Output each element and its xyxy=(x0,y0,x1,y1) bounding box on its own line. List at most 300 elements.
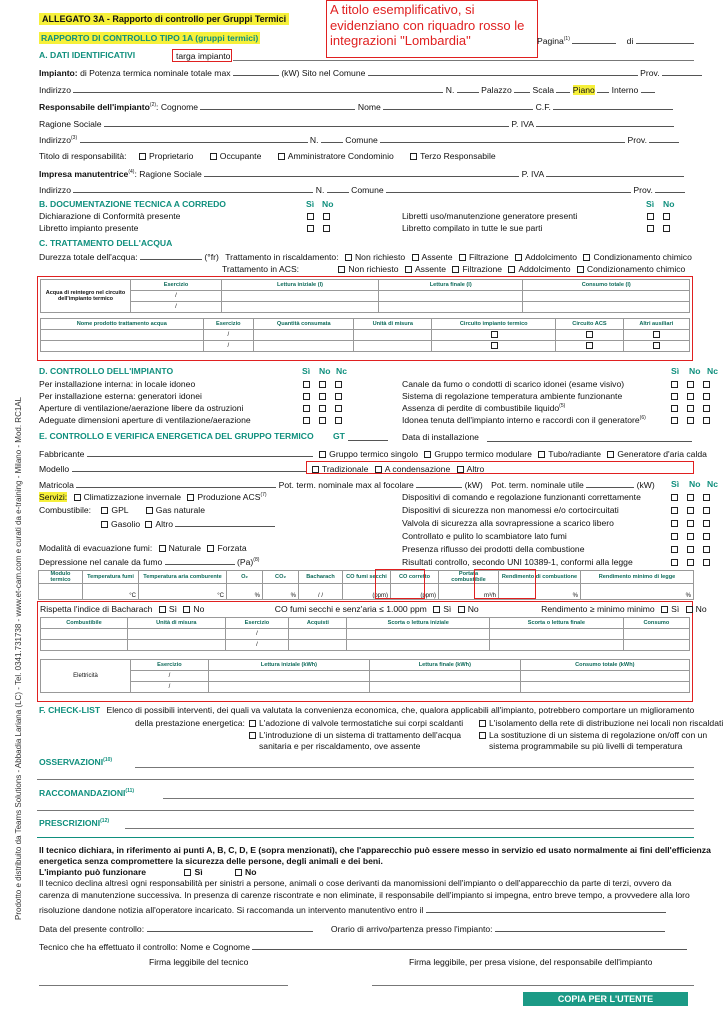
prodotti-head-unita: Unità di misura xyxy=(354,319,432,330)
comb-cell[interactable]: m³/h xyxy=(439,584,499,600)
produzione-acs-checkbox[interactable] xyxy=(187,494,194,501)
d-esterna-nc-checkbox[interactable] xyxy=(335,393,342,400)
decl-5-row xyxy=(39,904,694,915)
reintegro-head-esercizio: Esercizio xyxy=(131,280,222,291)
libretto-compilato-no-checkbox[interactable] xyxy=(663,225,670,232)
pagine-totali-field[interactable] xyxy=(636,35,694,44)
d-locale-no-checkbox[interactable] xyxy=(319,381,326,388)
reintegro-cell[interactable] xyxy=(378,302,523,313)
intervento-entro-field[interactable] xyxy=(426,904,666,913)
reintegro-table xyxy=(40,279,690,313)
prodotti-cell[interactable] xyxy=(432,330,556,341)
dichiarazione-si-checkbox[interactable] xyxy=(307,213,314,220)
reintegro-cell[interactable] xyxy=(222,291,379,302)
osservazioni-line-1[interactable] xyxy=(135,767,694,768)
evacuazione-label: Modalità di evacuazione fumi: xyxy=(39,543,153,553)
gpl-checkbox[interactable] xyxy=(101,507,108,514)
sec-b-no-2: No xyxy=(663,199,675,209)
cons-cell[interactable] xyxy=(347,640,489,651)
reintegro-cell[interactable] xyxy=(523,302,690,313)
el-cell[interactable]: / xyxy=(131,671,209,682)
libretti-uso-si-checkbox[interactable] xyxy=(647,213,654,220)
raccomandazioni-text: RACCOMANDAZIONI xyxy=(39,788,126,798)
checklist-row xyxy=(39,705,694,715)
sec-d-title-text: D. CONTROLLO DELL'IMPIANTO xyxy=(39,366,174,376)
nome-field[interactable] xyxy=(383,101,533,110)
comb-cell[interactable]: °C xyxy=(139,584,227,600)
d-dimensioni-si-checkbox[interactable] xyxy=(303,417,310,424)
e-valvola-no-checkbox[interactable] xyxy=(687,520,694,527)
prodotti-cell[interactable] xyxy=(254,330,354,341)
d-tenuta-nc-checkbox[interactable] xyxy=(703,417,710,424)
cons-cell[interactable] xyxy=(623,629,689,640)
check-trattamento-label-2: sanitaria e per riscaldamento, ove assente xyxy=(259,741,421,751)
risc-condizionamento-checkbox[interactable] xyxy=(583,254,590,261)
prodotti-cell[interactable] xyxy=(432,341,556,352)
indirizzo-row xyxy=(39,84,694,95)
e-sicurezza-label: Dispositivi di sicurezza non manomessi e/o cortocircuitati xyxy=(402,505,619,515)
tradizionale-label: Tradizionale xyxy=(321,464,369,474)
decl-3: Il tecnico declina altresì ogni responsabilità per sinistri a persone, animali o cose derivanti da manomissioni dell'impianto o dell'apparecchio da parte di terzi, ovvero da xyxy=(39,878,672,888)
d-dimensioni-no-checkbox[interactable] xyxy=(319,417,326,424)
pagina-field[interactable] xyxy=(572,35,616,44)
sec-a-title-text: A. DATI IDENTIFICATIVI xyxy=(39,50,136,60)
data-controllo-field[interactable] xyxy=(147,923,313,932)
circuito-termico-checkbox[interactable] xyxy=(491,342,498,349)
form-title: ALLEGATO 3A - Rapporto di controllo per Gruppi Termici xyxy=(39,13,289,25)
acs-nonrichiesto-label: Non richiesto xyxy=(348,264,399,274)
indirizzo-label: Indirizzo xyxy=(39,85,71,95)
nome-label: Nome xyxy=(357,102,381,112)
check-regolazione-label-2: sistema programmabile su più livelli di temperatura xyxy=(489,741,683,751)
risc-nonrichiesto-checkbox[interactable] xyxy=(345,254,352,261)
proprietario-checkbox[interactable] xyxy=(139,153,146,160)
portata-box xyxy=(474,569,536,599)
form-subtitle: RAPPORTO DI CONTROLLO TIPO 1A (gruppi termici) xyxy=(41,33,259,43)
prodotti-head-esercizio: Esercizio xyxy=(203,319,254,330)
cons-head-iniziale: Scorta o lettura iniziale xyxy=(347,618,489,629)
reintegro-cell[interactable] xyxy=(523,291,690,302)
acs-nonrichiesto-checkbox[interactable] xyxy=(338,266,345,273)
d-regolazione-nc-checkbox[interactable] xyxy=(703,393,710,400)
cons-cell[interactable] xyxy=(41,629,128,640)
rend-no-checkbox[interactable] xyxy=(686,606,693,613)
libretto-impianto-no-checkbox[interactable] xyxy=(323,225,330,232)
sec-d-nc-1: Nc xyxy=(336,366,347,376)
e-sicurezza-si-checkbox[interactable] xyxy=(671,507,678,514)
impianto-label: Impianto: xyxy=(39,68,78,78)
e-scambiatore-nc-checkbox[interactable] xyxy=(703,533,710,540)
rend-si-checkbox[interactable] xyxy=(661,606,668,613)
comb-cell[interactable]: °C xyxy=(83,584,139,600)
prov-resp-field[interactable] xyxy=(649,134,679,143)
libretti-uso-boxes xyxy=(643,211,673,221)
comb-head-taria: Temperatura aria comburente xyxy=(139,571,227,584)
acs-assente-checkbox[interactable] xyxy=(405,266,412,273)
man-prov-field[interactable] xyxy=(655,184,685,193)
dichiarazione-boxes xyxy=(303,211,333,221)
cons-cell[interactable]: / xyxy=(225,640,289,651)
d-perdite-nc-checkbox[interactable] xyxy=(703,405,710,412)
pot-focolare-kw: (kW) xyxy=(464,480,483,490)
indirizzo-resp-label: Indirizzo xyxy=(39,135,71,145)
prodotti-cell[interactable] xyxy=(354,341,432,352)
man-n-field[interactable] xyxy=(327,184,349,193)
check-isolamento-checkbox[interactable] xyxy=(479,720,486,727)
gasolio-checkbox[interactable] xyxy=(101,521,108,528)
cons-cell[interactable] xyxy=(289,629,347,640)
e-sicurezza-no-checkbox[interactable] xyxy=(687,507,694,514)
climatizzazione-checkbox[interactable] xyxy=(74,494,81,501)
cognome-field[interactable] xyxy=(200,101,355,110)
osservazioni-line-2[interactable] xyxy=(37,779,694,780)
reintegro-cell[interactable] xyxy=(222,302,379,313)
indirizzo-resp-field[interactable] xyxy=(80,134,308,143)
e-riflusso-no-checkbox[interactable] xyxy=(687,546,694,553)
fabbricante-field[interactable] xyxy=(87,448,313,457)
cons-cell[interactable] xyxy=(347,629,489,640)
sec-d-si-1: Sì xyxy=(302,366,311,376)
d-canale-nc-checkbox[interactable] xyxy=(703,381,710,388)
prodotti-cell[interactable] xyxy=(254,341,354,352)
sec-e-si: Sì xyxy=(671,479,680,489)
comb-cell[interactable]: % xyxy=(263,584,299,600)
servizi-label: Servizi: xyxy=(39,492,68,502)
targa-label: targa impianto xyxy=(176,51,231,61)
d-dimensioni-boxes xyxy=(299,415,345,425)
amministratore-label: Amministratore Condominio xyxy=(287,151,394,161)
comb-cell[interactable]: / / xyxy=(299,584,343,600)
d-aperture-si-checkbox[interactable] xyxy=(303,405,310,412)
comb-cell[interactable]: % xyxy=(227,584,263,600)
cons-cell[interactable] xyxy=(289,640,347,651)
d-tenuta-no-checkbox[interactable] xyxy=(687,417,694,424)
altro-comb-checkbox[interactable] xyxy=(145,521,152,528)
d-canale-si-checkbox[interactable] xyxy=(671,381,678,388)
e-comando-nc-checkbox[interactable] xyxy=(703,494,710,501)
altro-comb-label: Altro xyxy=(155,519,174,529)
rend-label: Rendimento ≥ minimo minimo xyxy=(541,604,655,614)
circuito-acs-checkbox[interactable] xyxy=(586,342,593,349)
interno-field[interactable] xyxy=(641,84,655,93)
comb-cell[interactable]: (ppm) xyxy=(343,584,391,600)
e-valvola-boxes xyxy=(667,518,713,528)
reintegro-head-iniziale: Lettura iniziale (l) xyxy=(222,280,379,291)
gt-modulare-checkbox[interactable] xyxy=(424,451,431,458)
risc-assente-checkbox[interactable] xyxy=(412,254,419,261)
firma-tecnico-line[interactable] xyxy=(39,985,288,986)
check-valvole xyxy=(245,718,463,728)
comune-field[interactable] xyxy=(368,67,638,76)
prov-field[interactable] xyxy=(662,67,702,76)
check-valvole-label: L'adozione di valvole termostatiche sui corpi scaldanti xyxy=(259,718,464,728)
e-sicurezza-nc-checkbox[interactable] xyxy=(703,507,710,514)
evacuazione-row xyxy=(39,543,399,553)
acs-filtrazione-label: Filtrazione xyxy=(462,264,503,274)
dichiarazione-no-checkbox[interactable] xyxy=(323,213,330,220)
oss-sup: (10) xyxy=(103,757,113,764)
ausiliari-checkbox[interactable] xyxy=(653,331,660,338)
co-no-checkbox[interactable] xyxy=(458,606,465,613)
d-regolazione-si-checkbox[interactable] xyxy=(671,393,678,400)
scala-field[interactable] xyxy=(556,84,570,93)
cons-cell[interactable] xyxy=(41,640,128,651)
libretti-uso-no-checkbox[interactable] xyxy=(663,213,670,220)
d-esterna-no-checkbox[interactable] xyxy=(319,393,326,400)
bacharach-si-checkbox[interactable] xyxy=(159,606,166,613)
e-scambiatore-no-checkbox[interactable] xyxy=(687,533,694,540)
check-trattamento xyxy=(245,730,461,740)
man-indirizzo-label: Indirizzo xyxy=(39,185,71,195)
orario-field[interactable] xyxy=(495,923,665,932)
prodotti-cell[interactable]: / xyxy=(203,330,254,341)
man-ragione-field[interactable] xyxy=(204,168,519,177)
d-dimensioni-nc-checkbox[interactable] xyxy=(335,417,342,424)
condensazione-checkbox[interactable] xyxy=(375,466,382,473)
e-scambiatore-si-checkbox[interactable] xyxy=(671,533,678,540)
prescrizioni-line-1[interactable] xyxy=(125,828,694,829)
d-tenuta-si-checkbox[interactable] xyxy=(671,417,678,424)
generatore-aria-checkbox[interactable] xyxy=(607,451,614,458)
man-comune-field[interactable] xyxy=(386,184,631,193)
sec-b-si-1: Sì xyxy=(306,199,315,209)
ragione-row xyxy=(39,118,694,129)
el-cell[interactable] xyxy=(208,682,369,693)
e-uni-no-checkbox[interactable] xyxy=(687,559,694,566)
co-no-label: No xyxy=(467,604,479,614)
e-valvola-si-checkbox[interactable] xyxy=(671,520,678,527)
pot-focolare-label: Pot. term. nominale max al focolare xyxy=(278,480,414,490)
funzionare-no-checkbox[interactable] xyxy=(235,869,242,876)
prodotti-cell[interactable] xyxy=(41,330,204,341)
manutentrice-row xyxy=(39,168,694,179)
tecnico-field[interactable] xyxy=(252,941,687,950)
acs-filtrazione-checkbox[interactable] xyxy=(452,266,459,273)
data-installazione-field[interactable] xyxy=(487,441,692,442)
cf-field[interactable] xyxy=(553,101,673,110)
firma-responsabile-line[interactable] xyxy=(372,985,694,986)
tubo-radiante-checkbox[interactable] xyxy=(538,451,545,458)
risc-label: Trattamento in riscaldamento: xyxy=(225,252,339,262)
risc-addolcimento-checkbox[interactable] xyxy=(515,254,522,261)
firma-responsabile-label: Firma leggibile, per presa visione, del responsabile dell'impianto xyxy=(409,957,653,967)
depressione-field[interactable] xyxy=(165,556,235,565)
racc-sup: (11) xyxy=(125,788,135,795)
indirizzo-field[interactable] xyxy=(73,84,443,93)
d-perdite-boxes xyxy=(667,403,713,413)
cons-cell[interactable] xyxy=(127,629,225,640)
d-perdite-no-checkbox[interactable] xyxy=(687,405,694,412)
altro-tipo-checkbox[interactable] xyxy=(457,466,464,473)
circuito-acs-checkbox[interactable] xyxy=(586,331,593,338)
d-esterna-si-checkbox[interactable] xyxy=(303,393,310,400)
el-head-consumo: Consumo totale (kWh) xyxy=(520,660,689,671)
libretto-impianto-label: Libretto impianto presente xyxy=(39,223,139,233)
pot-utile-field[interactable] xyxy=(586,479,634,488)
depressione-row xyxy=(39,556,399,567)
forzata-checkbox[interactable] xyxy=(207,545,214,552)
e-uni-nc-checkbox[interactable] xyxy=(703,559,710,566)
raccomandazioni-line-2[interactable] xyxy=(37,810,694,811)
acs-assente-label: Assente xyxy=(414,264,446,274)
el-cell[interactable]: / xyxy=(131,682,209,693)
fabbricante-row xyxy=(39,448,707,459)
cons-head-esercizio: Esercizio xyxy=(225,618,289,629)
n-field[interactable] xyxy=(457,84,479,93)
el-cell[interactable] xyxy=(208,671,369,682)
funzionare-si-checkbox[interactable] xyxy=(184,869,191,876)
terzo-responsabile-checkbox[interactable] xyxy=(410,153,417,160)
d-perdite-text: Assenza di perdite di combustibile liquido xyxy=(402,403,560,413)
cons-cell[interactable] xyxy=(489,629,623,640)
modello-field[interactable] xyxy=(72,463,306,472)
naturale-checkbox[interactable] xyxy=(159,545,166,552)
d-canale-label: Canale da fumo o condotti di scarico idonei (esame visivo) xyxy=(402,379,625,389)
piva-field[interactable] xyxy=(536,118,674,127)
prodotti-cell[interactable] xyxy=(623,330,689,341)
e-riflusso-nc-checkbox[interactable] xyxy=(703,546,710,553)
d-aperture-no-checkbox[interactable] xyxy=(319,405,326,412)
check-regolazione-checkbox[interactable] xyxy=(479,732,486,739)
pa-sup: (8) xyxy=(253,557,260,564)
el-cell[interactable] xyxy=(370,671,521,682)
man-ragione-label: : Ragione Sociale xyxy=(134,169,202,179)
data-row xyxy=(39,923,694,934)
cons-cell[interactable] xyxy=(489,640,623,651)
comune-resp-label: Comune xyxy=(345,135,378,145)
d-aperture-nc-checkbox[interactable] xyxy=(335,405,342,412)
gt-singolo-label: Gruppo termico singolo xyxy=(329,449,419,459)
pot-focolare-field[interactable] xyxy=(416,479,462,488)
d-regolazione-no-checkbox[interactable] xyxy=(687,393,694,400)
side-credit xyxy=(2,150,32,920)
acs-addolcimento-checkbox[interactable] xyxy=(508,266,515,273)
cons-cell[interactable] xyxy=(623,640,689,651)
gt-field[interactable] xyxy=(348,440,388,441)
serv-sup: (7) xyxy=(260,492,267,499)
depressione-label: Depressione nel canale da fumo xyxy=(39,557,163,567)
bacharach-no-checkbox[interactable] xyxy=(183,606,190,613)
bacharach-label: Rispetta l'indice di Bacharach xyxy=(40,604,153,614)
acs-condizionamento-checkbox[interactable] xyxy=(577,266,584,273)
check-regolazione-label: La sostituzione di un sistema di regolazione on/off con un xyxy=(489,730,708,740)
e-valvola-nc-checkbox[interactable] xyxy=(703,520,710,527)
prodotti-cell[interactable] xyxy=(623,341,689,352)
d-locale-si-checkbox[interactable] xyxy=(303,381,310,388)
raccomandazioni-label xyxy=(39,788,134,798)
el-cell[interactable] xyxy=(520,682,689,693)
cons-cell[interactable] xyxy=(127,640,225,651)
servizi-row xyxy=(39,492,399,502)
prodotti-cell[interactable] xyxy=(354,330,432,341)
co-si-checkbox[interactable] xyxy=(433,606,440,613)
comb-cell[interactable] xyxy=(39,584,83,600)
durezza-field[interactable] xyxy=(140,251,202,260)
check-valvole-checkbox[interactable] xyxy=(249,720,256,727)
sec-d-title xyxy=(39,366,239,376)
prodotti-cell[interactable] xyxy=(556,341,623,352)
libretto-impianto-si-checkbox[interactable] xyxy=(307,225,314,232)
e-comando-si-checkbox[interactable] xyxy=(671,494,678,501)
man-piva-field[interactable] xyxy=(546,168,684,177)
libretti-uso-label: Libretti uso/manutenzione generatore presenti xyxy=(402,211,578,221)
comb-cell[interactable]: (ppm) xyxy=(391,584,439,600)
acs-row xyxy=(222,264,694,274)
occupante-checkbox[interactable] xyxy=(210,153,217,160)
piano-field[interactable] xyxy=(597,84,609,93)
lombardia-note: A titolo esemplificativo, si evidenziano con riquadro rosso le integrazioni "Lombardia" xyxy=(326,0,538,58)
check-isolamento xyxy=(475,718,723,728)
altro-comb-field[interactable] xyxy=(175,518,275,527)
d-canale-no-checkbox[interactable] xyxy=(687,381,694,388)
palazzo-field[interactable] xyxy=(514,84,530,93)
palazzo-label: Palazzo xyxy=(481,85,512,95)
d-locale-nc-checkbox[interactable] xyxy=(335,381,342,388)
risc-filtrazione-checkbox[interactable] xyxy=(459,254,466,261)
ragione-field[interactable] xyxy=(104,118,509,127)
prodotti-cell[interactable] xyxy=(556,330,623,341)
sec-a-title xyxy=(39,50,169,60)
comb-cell[interactable]: % xyxy=(581,584,694,600)
d-regolazione-boxes xyxy=(667,391,713,401)
cons-head-unita: Unità di misura xyxy=(127,618,225,629)
e-comando-no-checkbox[interactable] xyxy=(687,494,694,501)
el-cell[interactable] xyxy=(520,671,689,682)
tradizionale-checkbox[interactable] xyxy=(312,466,319,473)
d-perdite-si-checkbox[interactable] xyxy=(671,405,678,412)
matricola-field[interactable] xyxy=(76,479,276,488)
comb-head-modulo: Modulo termico xyxy=(39,571,83,584)
e-riflusso-si-checkbox[interactable] xyxy=(671,546,678,553)
comb-head-tfumi: Temperatura fumi xyxy=(83,571,139,584)
raccomandazioni-line-1[interactable] xyxy=(163,798,694,799)
circuito-termico-checkbox[interactable] xyxy=(491,331,498,338)
gt-singolo-checkbox[interactable] xyxy=(319,451,326,458)
pagina-label: Pagina xyxy=(537,36,564,46)
prodotti-head-nome: Nome prodotto trattamento acqua xyxy=(41,319,204,330)
prodotti-cell[interactable]: / xyxy=(203,341,254,352)
libretto-compilato-si-checkbox[interactable] xyxy=(647,225,654,232)
matricola-row xyxy=(39,479,694,490)
ausiliari-checkbox[interactable] xyxy=(653,342,660,349)
check-trattamento-checkbox[interactable] xyxy=(249,732,256,739)
potenza-field[interactable] xyxy=(233,67,279,76)
el-cell[interactable] xyxy=(370,682,521,693)
reintegro-cell[interactable]: / xyxy=(131,302,222,313)
decl-5: risoluzione dandone notizia all'operatore incaricato. Si raccomanda un intervento manutentivo entro il xyxy=(39,905,424,915)
n-resp-field[interactable] xyxy=(321,134,343,143)
man-indirizzo-field[interactable] xyxy=(73,184,313,193)
prodotti-cell[interactable] xyxy=(41,341,204,352)
amministratore-checkbox[interactable] xyxy=(278,153,285,160)
reintegro-cell[interactable]: / xyxy=(131,291,222,302)
comune-resp-field[interactable] xyxy=(380,134,625,143)
cons-cell[interactable]: / xyxy=(225,629,289,640)
rend-no-label: No xyxy=(695,604,707,614)
acs-addolcimento-label: Addolcimento xyxy=(518,264,571,274)
e-uni-label: Risultati controllo, secondo UNI 10389-1, conformi alla legge xyxy=(402,557,633,567)
gas-naturale-checkbox[interactable] xyxy=(146,507,153,514)
gas-naturale-label: Gas naturale xyxy=(155,505,205,515)
comb-cell[interactable]: % xyxy=(499,584,581,600)
acs-label: Trattamento in ACS: xyxy=(222,264,300,274)
reintegro-cell[interactable] xyxy=(378,291,523,302)
titolo-label: Titolo di responsabilità: xyxy=(39,151,127,161)
di-label: di xyxy=(626,36,634,46)
e-uni-si-checkbox[interactable] xyxy=(671,559,678,566)
risc-condizionamento-label: Condizionamento chimico xyxy=(593,252,692,262)
scala-label: Scala xyxy=(532,85,555,95)
